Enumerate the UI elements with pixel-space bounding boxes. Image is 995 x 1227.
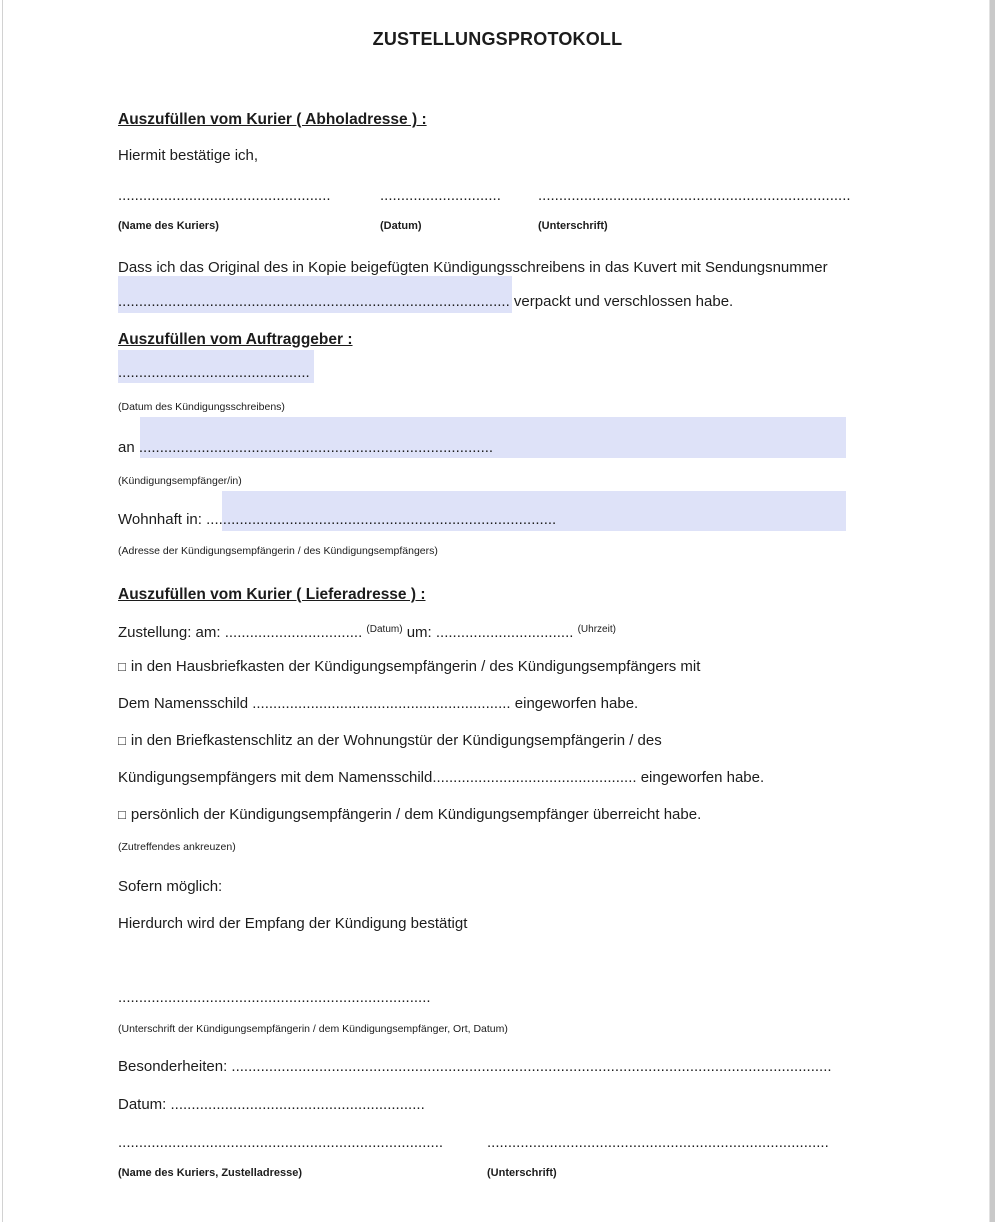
empfang-bestaetigt-text: Hierdurch wird der Empfang der Kündigung bestätigt [118, 915, 468, 932]
sup-label-datum: (Datum) [366, 624, 403, 635]
option1-line2-prefix: Dem Namensschild [118, 695, 253, 712]
label-datum-kuendigungsschreibens: (Datum des Kündigungsschreibens) [118, 401, 285, 413]
label-unterschrift-footer: (Unterschrift) [487, 1167, 557, 1179]
empfaenger-dots: ..................................................................................... [138, 439, 494, 456]
option1-line2 [118, 694, 638, 713]
an-prefix: an [118, 439, 139, 456]
checkbox-persoenlich-icon: □ [118, 807, 126, 822]
footer-dots-name: .............................................................................. [118, 1134, 444, 1151]
option1-line1 [118, 657, 700, 676]
page-edge-left [2, 0, 3, 1222]
option2-line2-tail: eingeworfen habe. [636, 769, 765, 786]
option1-text: in den Hausbriefkasten der Kündigungsempfängerin / des Kündigungsempfängers mit [130, 658, 701, 675]
section-heading-abholadresse: Auszufüllen vom Kurier ( Abholadresse ) : [118, 111, 427, 128]
wohnhaft-prefix: Wohnhaft in: [118, 511, 207, 528]
label-kuendigungsempfaenger: (Kündigungsempfänger/in) [118, 475, 242, 487]
checkbox-hausbriefkasten-icon: □ [118, 659, 126, 674]
label-adresse-empfaenger: (Adresse der Kündigungsempfängerin / des Kündigungsempfängers) [118, 545, 438, 557]
option2-line2-dots: ................................................. [432, 769, 637, 786]
option2-line2-prefix: Kündigungsempfängers mit dem Namensschild [118, 769, 433, 786]
intro-text: Hiermit bestätige ich, [118, 147, 259, 164]
label-name-kuriers-zustelladresse: (Name des Kuriers, Zustelladresse) [118, 1167, 303, 1179]
datum-prefix: Datum: [118, 1096, 171, 1113]
label-zutreffendes-ankreuzen: (Zutreffendes ankreuzen) [118, 841, 236, 853]
zustellung-uhrzeit-dots: ................................. [435, 624, 574, 641]
wohnhaft-line [118, 510, 556, 529]
option2-line1 [118, 731, 662, 750]
signature-dots-unterschrift: ........................................................................... [538, 187, 851, 204]
section-heading-lieferadresse: Auszufüllen vom Kurier ( Lieferadresse ) : [118, 586, 426, 603]
sofern-moeglich-text: Sofern möglich: [118, 878, 223, 895]
besonderheiten-prefix: Besonderheiten: [118, 1058, 232, 1075]
label-name-des-kuriers: (Name des Kuriers) [118, 220, 219, 232]
datum-line [118, 1095, 425, 1114]
besonderheiten-line [118, 1057, 832, 1076]
footer-dots-unterschrift: .................................................................................. [487, 1134, 829, 1151]
label-unterschrift: (Unterschrift) [538, 220, 608, 232]
page-title: ZUSTELLUNGSPROTOKOLL [372, 29, 623, 49]
body-sendungsnummer-text: Dass ich das Original des in Kopie beigefügten Kündigungsschreibens in das Kuvert mit Sendungsnummer [118, 259, 828, 276]
option1-line2-tail: eingeworfen habe. [510, 695, 639, 712]
checkbox-briefkastenschlitz-icon: □ [118, 733, 126, 748]
empfaenger-line [118, 438, 493, 457]
wohnhaft-dots: .................................................................................... [206, 511, 557, 528]
um-infix: um: [402, 624, 436, 641]
sup-label-uhrzeit: (Uhrzeit) [577, 624, 616, 635]
option3-line [118, 805, 701, 824]
option1-line2-dots: .............................................................. [252, 695, 511, 712]
zustellung-line [118, 620, 616, 642]
zustellung-datum-dots: ................................. [224, 624, 363, 641]
option2-text: in den Briefkastenschlitz an der Wohnungstür der Kündigungsempfängerin / des [130, 732, 662, 749]
option2-line2 [118, 768, 764, 787]
signature-dots-name: ................................................... [118, 187, 331, 204]
label-datum: (Datum) [380, 220, 422, 232]
label-unterschrift-empfaenger: (Unterschrift der Kündigungsempfängerin / dem Kündigungsempfänger, Ort, Datum) [118, 1023, 508, 1035]
page-edge-right [990, 0, 995, 1222]
sendungsnummer-line [118, 292, 733, 311]
zustellung-prefix: Zustellung: am: [118, 624, 225, 641]
section-heading-auftraggeber: Auszufüllen vom Auftraggeber : [118, 331, 353, 348]
sendungsnummer-dots: .............................................................................................. [118, 293, 510, 310]
datum-dots: ............................................................. [170, 1096, 425, 1113]
sendungsnummer-tail: verpackt und verschlossen habe. [509, 293, 734, 310]
signature-dots-datum: ............................. [380, 187, 501, 204]
option3-text: persönlich der Kündigungsempfängerin / dem Kündigungsempfänger überreicht habe. [130, 806, 702, 823]
datum-kuendigung-dots: .............................................. [118, 364, 310, 381]
besonderheiten-dots: ................................................................................................................................................ [231, 1058, 832, 1075]
empfang-signature-dots: ........................................................................... [118, 989, 431, 1006]
